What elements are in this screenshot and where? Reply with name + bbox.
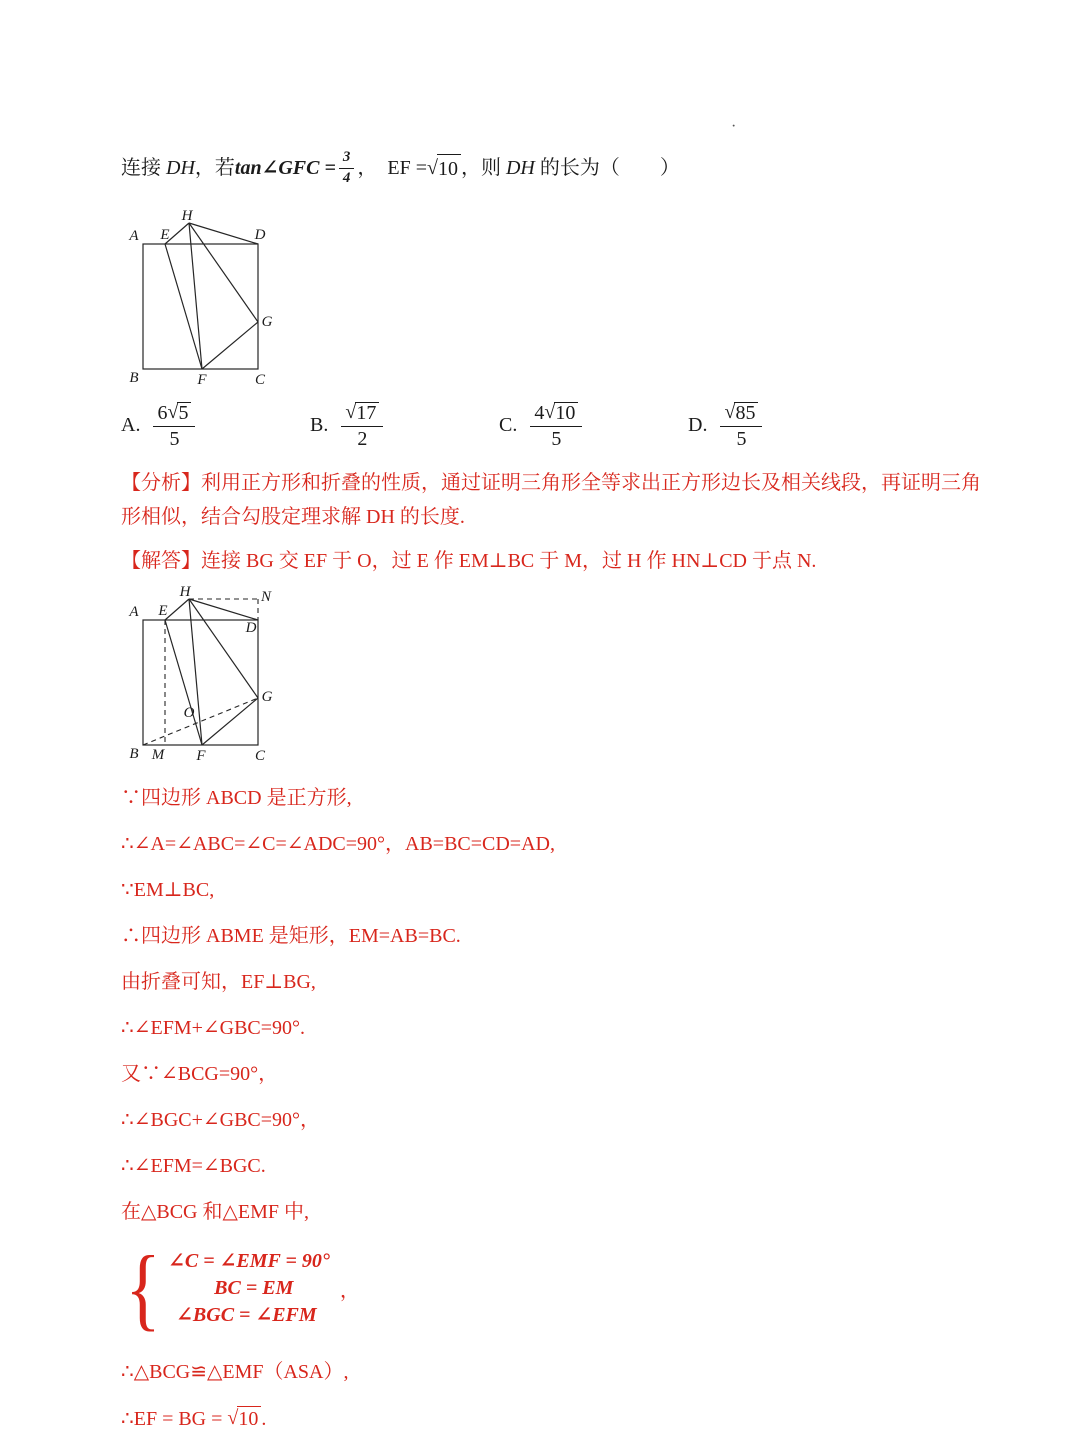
solution-tag: 【解答】 (121, 550, 201, 573)
statement-var-dh: DH (166, 157, 195, 180)
sqrt-ten (427, 154, 461, 183)
fig2-label-M: M (151, 747, 165, 764)
choice-B-label: B. (310, 414, 329, 436)
choice-C-label: C. (499, 414, 518, 436)
radical-sign-icon: √ (724, 400, 736, 423)
proof-line-2: ∴∠A=∠ABC=∠C=∠ADC=90°，AB=BC=CD=AD, (121, 833, 555, 856)
fig1-label-B: B (129, 369, 139, 386)
system-equation-2: BC = EM (214, 1276, 294, 1299)
fig1-label-C: C (254, 371, 266, 388)
fig2-line-HD (189, 599, 258, 620)
system-equation-3: ∠BGC = ∠EFM (176, 1303, 317, 1326)
radical-sign-icon: √ (167, 400, 179, 423)
fig1-label-E: E (160, 226, 170, 243)
fig2-line-HG (189, 599, 258, 698)
left-brace-icon: { (125, 1237, 161, 1340)
choice-B-sqrt (345, 402, 379, 424)
choice-D-label: D. (688, 414, 708, 436)
proof-line-4: ∴四边形 ABME 是矩形，EM=AB=BC. (121, 925, 461, 948)
radical-sign-icon: √ (544, 400, 556, 423)
choice-A-coefficient: 6 (157, 401, 168, 424)
fig2-label-C: C (254, 748, 266, 765)
proof-line-7: 又∵∠BCG=90°， (121, 1063, 279, 1086)
choice-D-denominator: 5 (736, 427, 747, 450)
figure-1-container (123, 209, 996, 394)
fraction-three-fourths (339, 150, 355, 187)
stray-mark: · (731, 118, 737, 135)
choice-A-radicand: 5 (177, 402, 191, 424)
statement-text-3: ， EF = (357, 157, 427, 180)
fig1-label-G: G (261, 313, 273, 330)
fig2-label-E: E (158, 603, 168, 620)
choice-B (310, 402, 499, 450)
equation-system (121, 1237, 996, 1340)
choice-A-label: A. (121, 414, 141, 436)
choice-B-fraction (341, 402, 383, 450)
fig2-line-FG (202, 698, 258, 745)
proof-section (121, 786, 996, 1431)
analysis-paragraph (121, 466, 996, 535)
fig2-label-H: H (179, 585, 191, 601)
figure-1 (123, 209, 278, 389)
proof-line-6: ∴∠EFM+∠GBC=90°. (121, 1017, 306, 1040)
choice-B-radicand: 17 (355, 402, 379, 424)
statement-var-dh-2: DH (505, 157, 535, 180)
statement-text-2: ，若 (194, 157, 235, 180)
choice-C (499, 402, 688, 450)
proof-line-9: ∴∠EFM=∠BGC. (121, 1155, 266, 1178)
figure-2 (123, 585, 278, 765)
analysis-tag: 【分析】 (121, 471, 201, 494)
fig1-line-HD (189, 223, 258, 244)
statement-text-1: 连接 (121, 157, 166, 180)
choice-A-fraction (153, 402, 195, 450)
conclusion-sqrt-ten (227, 1406, 261, 1431)
fig2-label-B: B (129, 746, 139, 763)
system-comma: ， (339, 1279, 360, 1302)
choice-D-fraction (720, 402, 762, 450)
fig2-label-F: F (196, 748, 206, 765)
figure-2-container (123, 585, 996, 770)
radical-sign-icon: √ (426, 156, 438, 179)
proof-line-5: 由折叠可知，EF⊥BG, (121, 971, 316, 994)
proof-conclusion-congruence: ∴△BCG≌△EMF（ASA）, (121, 1361, 349, 1384)
fraction-denominator: 4 (342, 169, 351, 186)
choice-A-denominator: 5 (169, 427, 180, 450)
fig2-line-EH (165, 599, 189, 620)
fraction-numerator: 3 (339, 150, 355, 169)
proof-line-8: ∴∠BGC+∠GBC=90°， (121, 1109, 321, 1132)
radicand-10: 10 (437, 154, 461, 183)
choice-C-fraction (530, 402, 582, 450)
choice-A (121, 402, 310, 450)
choice-A-numerator (153, 402, 195, 427)
fig1-label-D: D (254, 226, 266, 243)
problem-statement (121, 150, 996, 187)
answer-choices (121, 402, 996, 450)
choice-D-radicand: 85 (734, 402, 758, 424)
choice-D-numerator (720, 402, 762, 427)
analysis-text: 利用正方形和折叠的性质，通过证明三角形全等求出正方形边长及相关线段，再证明三角形相似，结合勾股定理求解 DH 的长度. (121, 471, 981, 528)
choice-B-numerator (341, 402, 383, 427)
choice-D-sqrt (724, 402, 758, 424)
fig2-label-A: A (129, 604, 139, 621)
fig2-label-D: D (245, 620, 257, 637)
fig1-line-HG (189, 223, 258, 322)
fig2-label-N: N (260, 589, 272, 606)
proof-line-1: ∵四边形 ABCD 是正方形, (121, 787, 352, 810)
fig2-label-G: G (261, 689, 273, 706)
fig1-label-H: H (181, 208, 193, 224)
fig1-line-FG (202, 322, 258, 369)
conclusion-prefix: ∴EF = BG = (121, 1408, 228, 1431)
choice-C-coefficient: 4 (534, 401, 545, 424)
statement-text-5: 的长为（ ） (534, 157, 680, 180)
choice-B-denominator: 2 (357, 427, 368, 450)
proof-line-10: 在△BCG 和△EMF 中, (121, 1201, 310, 1224)
radical-sign-icon: √ (345, 400, 357, 423)
conclusion-radicand: 10 (237, 1406, 261, 1431)
choice-A-sqrt (167, 402, 191, 424)
choice-C-sqrt (544, 402, 578, 424)
fig1-label-F: F (197, 371, 207, 388)
solution-intro (121, 547, 996, 575)
fig2-label-O: O (183, 705, 195, 722)
statement-text-4: ，则 (460, 157, 506, 180)
choice-C-radicand: 10 (554, 402, 578, 424)
radical-sign-icon: √ (227, 1407, 239, 1430)
system-equations (168, 1248, 330, 1329)
document-content (121, 150, 996, 1453)
system-equation-1: ∠C = ∠EMF = 90° (168, 1249, 330, 1272)
conclusion-period: . (261, 1408, 267, 1431)
fig1-label-A: A (129, 227, 139, 244)
choice-C-denominator: 5 (551, 427, 562, 450)
choice-D (688, 402, 877, 450)
proof-line-3: ∵EM⊥BC, (121, 879, 215, 902)
choice-C-numerator (530, 402, 582, 427)
statement-tan-expression: tan∠GFC = (234, 157, 336, 180)
solution-text: 连接 BG 交 EF 于 O，过 E 作 EM⊥BC 于 M，过 H 作 HN⊥CD 于点 N. (201, 550, 817, 573)
proof-conclusion-ef-bg (121, 1406, 996, 1431)
